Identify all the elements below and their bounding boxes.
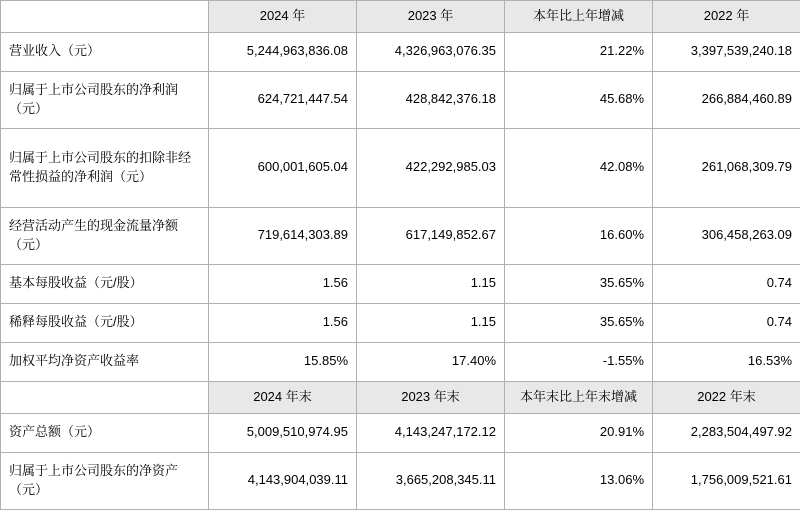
cell-2022: 0.74: [653, 303, 800, 342]
cell-2024: 719,614,303.89: [209, 207, 357, 264]
table-row: [1, 128, 800, 207]
cell-2024-end: 5,009,510,974.95: [209, 413, 357, 452]
row-label: 经营活动产生的现金流量净额（元）: [1, 207, 209, 264]
cell-change: -1.55%: [505, 342, 653, 381]
section1-header-row: [1, 1, 800, 33]
table-row: [1, 207, 800, 264]
row-label: 加权平均净资产收益率: [1, 342, 209, 381]
cell-change: 21.22%: [505, 32, 653, 71]
cell-2022: 306,458,263.09: [653, 207, 800, 264]
header-cell-2022-end: 2022 年末: [653, 381, 800, 413]
cell-2022: 3,397,539,240.18: [653, 32, 800, 71]
table-row: [1, 413, 800, 452]
cell-2023-end: 4,143,247,172.12: [357, 413, 505, 452]
cell-2023-end: 3,665,208,345.11: [357, 452, 505, 509]
row-label: 归属于上市公司股东的净利润（元）: [1, 71, 209, 128]
table-body: [1, 1, 800, 510]
cell-2022: 16.53%: [653, 342, 800, 381]
cell-2023: 1.15: [357, 264, 505, 303]
cell-change: 16.60%: [505, 207, 653, 264]
cell-2024: 1.56: [209, 303, 357, 342]
cell-change: 20.91%: [505, 413, 653, 452]
header-cell-yoy-end-change: 本年末比上年末增减: [505, 381, 653, 413]
cell-2024: 15.85%: [209, 342, 357, 381]
cell-2023: 617,149,852.67: [357, 207, 505, 264]
row-label: 资产总额（元）: [1, 413, 209, 452]
cell-2022: 0.74: [653, 264, 800, 303]
row-label: 稀释每股收益（元/股）: [1, 303, 209, 342]
cell-change: 45.68%: [505, 71, 653, 128]
cell-2022: 266,884,460.89: [653, 71, 800, 128]
row-label: 归属于上市公司股东的扣除非经常性损益的净利润（元）: [1, 128, 209, 207]
row-label: 营业收入（元）: [1, 32, 209, 71]
cell-2022-end: 2,283,504,497.92: [653, 413, 800, 452]
table-row: [1, 452, 800, 509]
cell-2023: 1.15: [357, 303, 505, 342]
cell-2023: 4,326,963,076.35: [357, 32, 505, 71]
table-row: [1, 71, 800, 128]
cell-2022: 261,068,309.79: [653, 128, 800, 207]
header-cell-2023-end: 2023 年末: [357, 381, 505, 413]
header-cell-yoy-change: 本年比上年增减: [505, 1, 653, 33]
header-cell-2022: 2022 年: [653, 1, 800, 33]
cell-change: 35.65%: [505, 264, 653, 303]
cell-2023: 428,842,376.18: [357, 71, 505, 128]
section2-header-row: [1, 381, 800, 413]
row-label: 归属于上市公司股东的净资产（元）: [1, 452, 209, 509]
cell-change: 42.08%: [505, 128, 653, 207]
header-cell-2024: 2024 年: [209, 1, 357, 33]
cell-2024: 624,721,447.54: [209, 71, 357, 128]
header-cell-2024-end: 2024 年末: [209, 381, 357, 413]
table-row: [1, 264, 800, 303]
cell-2022-end: 1,756,009,521.61: [653, 452, 800, 509]
cell-2023: 422,292,985.03: [357, 128, 505, 207]
table-row: [1, 303, 800, 342]
table-row: [1, 32, 800, 71]
cell-2023: 17.40%: [357, 342, 505, 381]
header-cell-2023: 2023 年: [357, 1, 505, 33]
cell-2024: 600,001,605.04: [209, 128, 357, 207]
cell-change: 13.06%: [505, 452, 653, 509]
cell-2024-end: 4,143,904,039.11: [209, 452, 357, 509]
header-cell-blank: [1, 1, 209, 33]
row-label: 基本每股收益（元/股）: [1, 264, 209, 303]
cell-2024: 1.56: [209, 264, 357, 303]
cell-change: 35.65%: [505, 303, 653, 342]
header-cell-blank: [1, 381, 209, 413]
cell-2024: 5,244,963,836.08: [209, 32, 357, 71]
table-row: [1, 342, 800, 381]
